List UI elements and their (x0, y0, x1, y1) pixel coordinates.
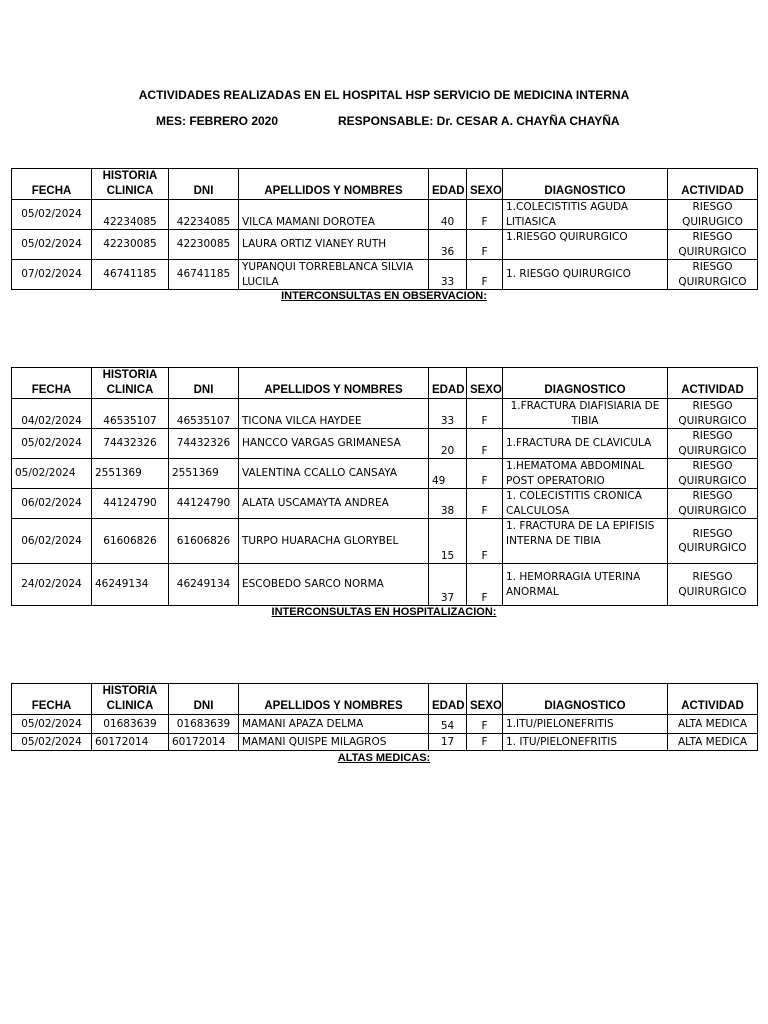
cell-diagnostico: 1. ITU/PIELONEFRITIS (503, 734, 668, 751)
cell-actividad: RIESGO QUIRURGICO (668, 260, 758, 290)
cell-sexo: F (467, 429, 503, 459)
cell-actividad: RIESGO QUIRUGICO (668, 200, 758, 230)
cell-fecha: 05/02/2024 (12, 429, 92, 459)
cell-nombres: VILCA MAMANI DOROTEA (239, 200, 429, 230)
cell-edad: 40 (429, 200, 467, 230)
table-row (12, 519, 758, 564)
cell-diagnostico: 1.HEMATOMA ABDOMINAL POST OPERATORIO (503, 459, 668, 489)
col-actividad: ACTIVIDAD (668, 368, 758, 399)
table-row (12, 734, 758, 751)
cell-dni: 01683639 (169, 715, 239, 734)
cell-sexo: F (467, 399, 503, 429)
cell-edad: 49 (429, 459, 467, 489)
header-row (12, 169, 758, 200)
cell-sexo: F (467, 715, 503, 734)
col-dni: DNI (169, 169, 239, 200)
cell-nombres: VALENTINA CCALLO CANSAYA (239, 459, 429, 489)
section-caption: INTERCONSULTAS EN HOSPITALIZACION: (271, 606, 497, 618)
responsible-label: RESPONSABLE: Dr. CESAR A. CHAYÑA CHAYÑA (338, 114, 620, 128)
cell-historia-clinica: 46535107 (92, 399, 169, 429)
col-diagnostico: DIAGNOSTICO (503, 684, 668, 715)
cell-fecha: 24/02/2024 (12, 564, 92, 606)
section-caption: ALTAS MEDICAS: (337, 752, 431, 764)
cell-diagnostico: 1.FRACTURA DIAFISIARIA DE TIBIA (503, 399, 668, 429)
cell-actividad: RIESGO QUIRURGICO (668, 519, 758, 564)
table-row (12, 489, 758, 519)
cell-fecha: 06/02/2024 (12, 489, 92, 519)
cell-diagnostico: 1. COLECISTITIS CRONICA CALCULOSA (503, 489, 668, 519)
cell-sexo: F (467, 519, 503, 564)
col-sexo: SEXO (467, 368, 503, 399)
table-row (12, 230, 758, 260)
col-actividad: ACTIVIDAD (668, 169, 758, 200)
col-sexo: SEXO (467, 684, 503, 715)
cell-sexo: F (467, 200, 503, 230)
cell-fecha: 06/02/2024 (12, 519, 92, 564)
cell-edad: 33 (429, 399, 467, 429)
col-actividad: ACTIVIDAD (668, 684, 758, 715)
col-edad: EDAD (429, 368, 467, 399)
cell-dni: 2551369 (169, 459, 239, 489)
cell-historia-clinica: 46249134 (92, 564, 169, 606)
cell-historia-clinica: 42234085 (92, 200, 169, 230)
col-edad: EDAD (429, 169, 467, 200)
cell-diagnostico: 1.RIESGO QUIRURGICO (503, 230, 668, 260)
cell-nombres: TURPO HUARACHA GLORYBEL (239, 519, 429, 564)
cell-dni: 46249134 (169, 564, 239, 606)
cell-edad: 37 (429, 564, 467, 606)
cell-actividad: RIESGO QUIRURGICO (668, 489, 758, 519)
table-row (12, 260, 758, 290)
cell-fecha: 07/02/2024 (12, 260, 92, 290)
col-fecha: FECHA (12, 368, 92, 399)
cell-historia-clinica: 42230085 (92, 230, 169, 260)
cell-actividad: RIESGO QUIRURGICO (668, 230, 758, 260)
col-sexo: SEXO (467, 169, 503, 200)
cell-fecha: 05/02/2024 (12, 200, 92, 230)
section-caption: INTERCONSULTAS EN OBSERVACION: (281, 290, 487, 302)
cell-actividad: RIESGO QUIRURGICO (668, 564, 758, 606)
col-historia-clinica: HISTORIA CLINICA (92, 684, 169, 715)
cell-fecha: 04/02/2024 (12, 399, 92, 429)
cell-edad: 15 (429, 519, 467, 564)
col-edad: EDAD (429, 684, 467, 715)
cell-nombres: ALATA USCAMAYTA ANDREA (239, 489, 429, 519)
col-dni: DNI (169, 684, 239, 715)
cell-fecha: 05/02/2024 (12, 230, 92, 260)
hospitalization-table (11, 367, 758, 606)
cell-dni: 74432326 (169, 429, 239, 459)
cell-diagnostico: 1.ITU/PIELONEFRITIS (503, 715, 668, 734)
cell-fecha: 05/02/2024 (12, 715, 92, 734)
cell-dni: 46741185 (169, 260, 239, 290)
cell-dni: 61606826 (169, 519, 239, 564)
observation-table (11, 168, 758, 290)
col-diagnostico: DIAGNOSTICO (503, 368, 668, 399)
cell-historia-clinica: 61606826 (92, 519, 169, 564)
col-nombres: APELLIDOS Y NOMBRES (239, 684, 429, 715)
cell-actividad: RIESGO QUIRURGICO (668, 459, 758, 489)
col-nombres: APELLIDOS Y NOMBRES (239, 368, 429, 399)
discharge-table (11, 683, 758, 751)
col-fecha: FECHA (12, 169, 92, 200)
cell-actividad: ALTA MEDICA (668, 734, 758, 751)
cell-historia-clinica: 01683639 (92, 715, 169, 734)
cell-sexo: F (467, 564, 503, 606)
cell-nombres: ESCOBEDO SARCO NORMA (239, 564, 429, 606)
cell-nombres: MAMANI QUISPE MILAGROS (239, 734, 429, 751)
col-nombres: APELLIDOS Y NOMBRES (239, 169, 429, 200)
cell-historia-clinica: 74432326 (92, 429, 169, 459)
cell-historia-clinica: 2551369 (92, 459, 169, 489)
cell-nombres: HANCCO VARGAS GRIMANESA (239, 429, 429, 459)
cell-actividad: RIESGO QUIRURGICO (668, 399, 758, 429)
cell-dni: 42234085 (169, 200, 239, 230)
cell-historia-clinica: 46741185 (92, 260, 169, 290)
cell-diagnostico: 1.COLECISTITIS AGUDA LITIASICA (503, 200, 668, 230)
cell-fecha: 05/02/2024 (12, 734, 92, 751)
cell-diagnostico: 1. HEMORRAGIA UTERINA ANORMAL (503, 564, 668, 606)
cell-nombres: YUPANQUI TORREBLANCA SILVIA LUCILA (239, 260, 429, 290)
table-row (12, 459, 758, 489)
cell-edad: 17 (429, 734, 467, 751)
cell-sexo: F (467, 260, 503, 290)
col-historia-clinica: HISTORIA CLINICA (92, 368, 169, 399)
table-row (12, 429, 758, 459)
cell-diagnostico: 1.FRACTURA DE CLAVICULA (503, 429, 668, 459)
col-dni: DNI (169, 368, 239, 399)
cell-sexo: F (467, 489, 503, 519)
table-row (12, 715, 758, 734)
cell-fecha: 05/02/2024 (12, 459, 92, 489)
cell-dni: 42230085 (169, 230, 239, 260)
table-row (12, 399, 758, 429)
cell-edad: 36 (429, 230, 467, 260)
cell-edad: 33 (429, 260, 467, 290)
cell-actividad: RIESGO QUIRURGICO (668, 429, 758, 459)
col-fecha: FECHA (12, 684, 92, 715)
cell-dni: 44124790 (169, 489, 239, 519)
cell-historia-clinica: 44124790 (92, 489, 169, 519)
document-title: ACTIVIDADES REALIZADAS EN EL HOSPITAL HSP SERVICIO DE MEDICINA INTERNA (138, 88, 630, 102)
cell-historia-clinica: 60172014 (92, 734, 169, 751)
header-row (12, 368, 758, 399)
cell-diagnostico: 1. RIESGO QUIRURGICO (503, 260, 668, 290)
cell-edad: 54 (429, 715, 467, 734)
cell-edad: 38 (429, 489, 467, 519)
table-row (12, 200, 758, 230)
month-label: MES: FEBRERO 2020 (156, 114, 279, 128)
cell-dni: 46535107 (169, 399, 239, 429)
cell-sexo: F (467, 459, 503, 489)
cell-actividad: ALTA MEDICA (668, 715, 758, 734)
cell-nombres: TICONA VILCA HAYDEE (239, 399, 429, 429)
col-historia-clinica: HISTORIA CLINICA (92, 169, 169, 200)
cell-nombres: LAURA ORTIZ VIANEY RUTH (239, 230, 429, 260)
header-row (12, 684, 758, 715)
cell-sexo: F (467, 734, 503, 751)
cell-sexo: F (467, 230, 503, 260)
cell-diagnostico: 1. FRACTURA DE LA EPIFISIS INTERNA DE TIBIA (503, 519, 668, 564)
cell-nombres: MAMANI APAZA DELMA (239, 715, 429, 734)
table-row (12, 564, 758, 606)
cell-edad: 20 (429, 429, 467, 459)
cell-dni: 60172014 (169, 734, 239, 751)
col-diagnostico: DIAGNOSTICO (503, 169, 668, 200)
